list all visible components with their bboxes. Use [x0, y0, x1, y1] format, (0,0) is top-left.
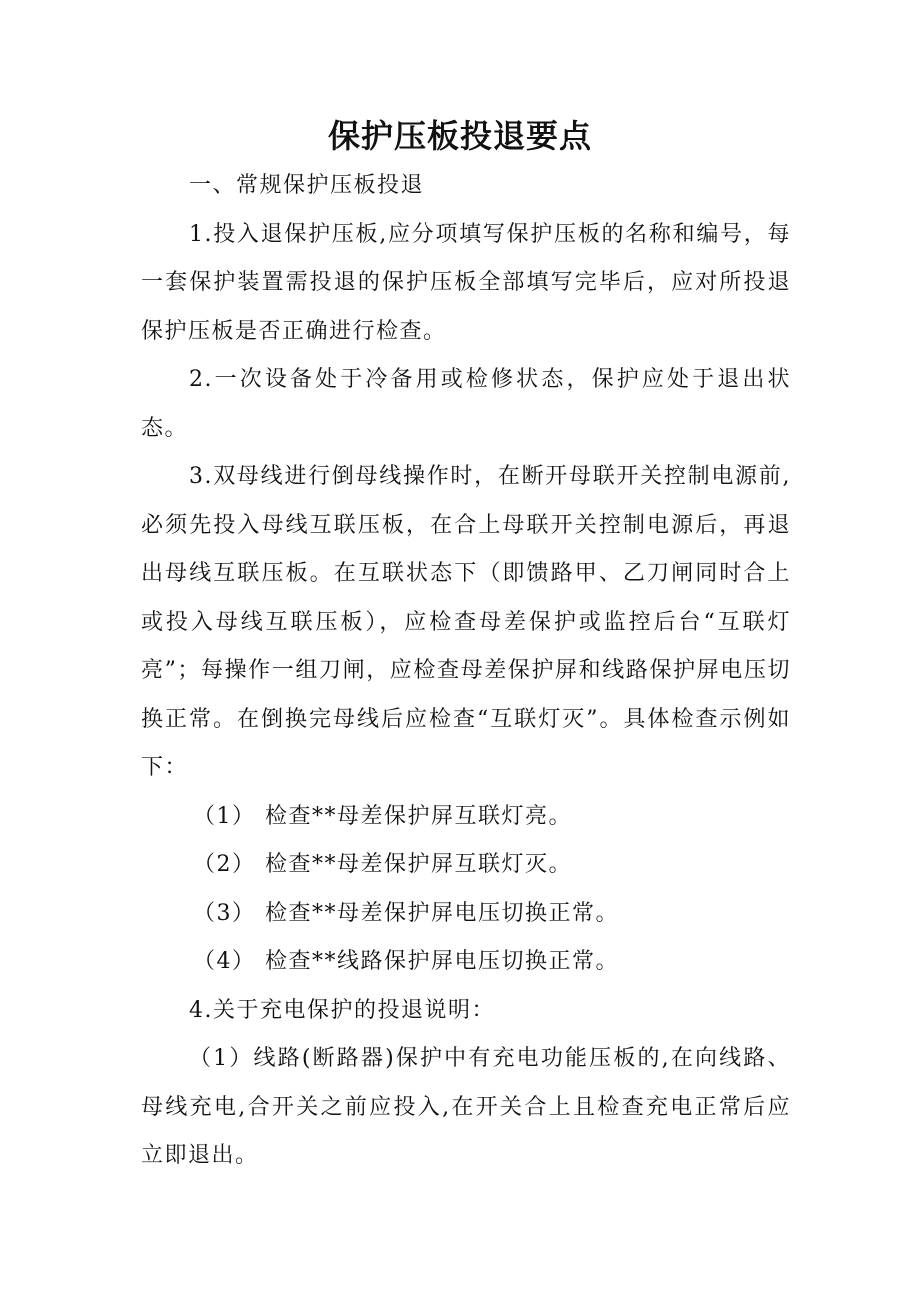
paragraph-1: 1.投入退保护压板,应分项填写保护压板的名称和编号，每一套保护装置需投退的保护压板全部填写完毕后，应对所投退保护压板是否正确进行检查。	[141, 221, 791, 344]
paragraph-4: 4.关于充电保护的投退说明：	[189, 997, 495, 1023]
check-item	[141, 793, 791, 842]
check-item-text: 检查**母差保护屏互联灯灭。	[265, 852, 573, 877]
paragraph-2: 2.一次设备处于冷备用或检修状态，保护应处于退出状态。	[141, 367, 791, 441]
check-item-text: 检查**母差保护屏互联灯亮。	[265, 803, 573, 829]
document-body	[141, 162, 791, 1181]
check-item-text: 检查**母差保护屏电压切换正常。	[265, 900, 620, 926]
paragraph-3: 3.双母线进行倒母线操作时，在断开母联开关控制电源前,必须先投入母线互联压板，在合上母联开关控制电源后，再退出母线互联压板。在互联状态下（即馈路甲、乙刀闸同时合上或投入母线互联压板），应检查母差保护或监控后台“互联灯亮”；每操作一组刀闸，应检查母差保护屏和线路保护屏电压切换正常。在倒换完母线后应检查“互联灯灭”。具体检查示例如下：	[141, 464, 791, 780]
check-item-number: （4）	[193, 949, 256, 974]
check-item	[141, 890, 791, 939]
check-item-number: （3）	[193, 900, 256, 926]
section-heading: 一、常规保护压板投退	[189, 173, 425, 198]
check-item-text: 检查**线路保护屏电压切换正常。	[265, 949, 620, 974]
paragraph-5: （1）线路(断路器)保护中有充电功能压板的,在向线路、母线充电,合开关之前应投入,在开关合上且检查充电正常后应立即退出。	[141, 1046, 791, 1168]
check-item	[141, 841, 791, 890]
document-title: 保护压板投退要点	[327, 117, 592, 155]
check-item	[141, 938, 791, 987]
check-item-number: （2）	[193, 852, 256, 877]
check-item-number: （1）	[193, 803, 256, 829]
